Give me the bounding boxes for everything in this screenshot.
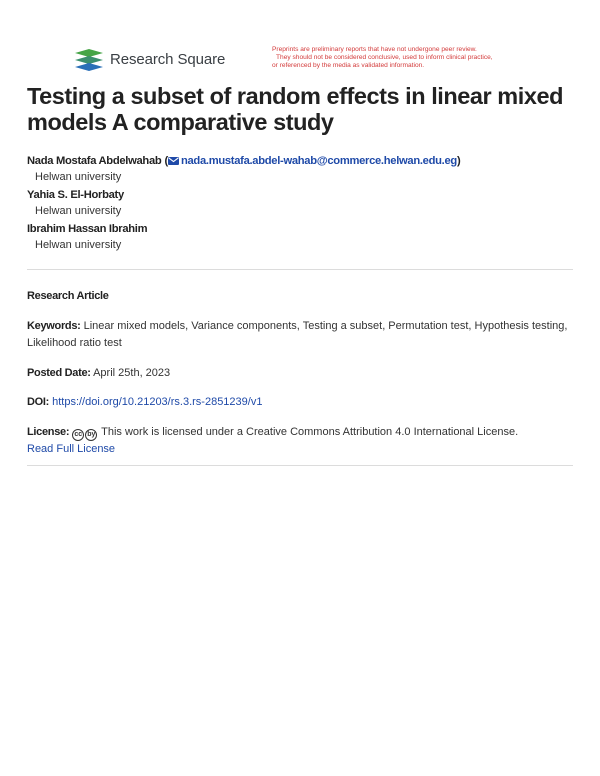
disclaimer-line-2: They should not be considered conclusive, used to inform clinical practice,: [276, 54, 493, 62]
author-affiliation: Helwan university: [35, 239, 122, 251]
author-1: [27, 152, 587, 186]
disclaimer-line-1: Preprints are preliminary reports that have not undergone peer review.: [272, 46, 477, 53]
research-square-logo[interactable]: [75, 49, 225, 71]
research-square-logo-icon: [75, 49, 103, 71]
envelope-icon: [168, 157, 179, 165]
author-affiliation: Helwan university: [35, 171, 122, 183]
disclaimer-line-3: or referenced by the media as validated information.: [272, 62, 425, 70]
preprint-disclaimer: [272, 46, 572, 70]
posted-date-label: Posted Date:: [27, 367, 91, 379]
brand-word-research: Research: [110, 51, 174, 68]
keywords-text: Linear mixed models, Variance components, Testing a subset, Permutation test, Hypothesis testing, Likelihood ratio test: [27, 320, 568, 349]
author-name: Nada Mostafa Abdelwahab: [27, 155, 162, 167]
doi-link[interactable]: https://doi.org/10.21203/rs.3.rs-2851239/v1: [52, 396, 263, 408]
doi-label: DOI:: [27, 396, 50, 408]
author-email: nada.mustafa.abdel-wahab@commerce.helwan.edu.eg: [180, 155, 457, 167]
brand-name: [110, 49, 225, 71]
posted-date-value: April 25th, 2023: [93, 367, 171, 379]
read-full-license-link[interactable]: Read Full License: [27, 443, 116, 455]
attribution-icon: by: [85, 429, 97, 441]
paper-title: Testing a subset of random effects in linear mixed models A comparative study: [27, 83, 563, 135]
author-3: [27, 220, 587, 254]
license-label: License:: [27, 426, 70, 438]
brand-word-square: Square: [177, 51, 226, 68]
keywords-section: [27, 318, 573, 352]
author-affiliation: Helwan university: [35, 205, 122, 217]
posted-date-section: [27, 365, 573, 382]
author-email-link[interactable]: [168, 155, 457, 167]
author-name: Ibrahim Hassan Ibrahim: [27, 223, 148, 235]
author-2: [27, 186, 587, 220]
article-type: [27, 288, 573, 305]
author-name: Yahia S. El-Horbaty: [27, 189, 124, 201]
divider-bottom: [27, 465, 573, 466]
creative-commons-icon: cc: [72, 429, 84, 441]
author-list: [27, 152, 587, 254]
divider-top: [27, 269, 573, 270]
keywords-label: Keywords:: [27, 320, 81, 332]
doi-section: [27, 394, 573, 411]
license-section: [27, 424, 573, 458]
article-type-label: Research Article: [27, 290, 109, 302]
license-text: This work is licensed under a Creative Commons Attribution 4.0 International License.: [101, 426, 519, 438]
author-email-wrapper: ( nada.mustafa.abdel-wahab@commerce.helwan.edu.eg): [164, 155, 461, 167]
